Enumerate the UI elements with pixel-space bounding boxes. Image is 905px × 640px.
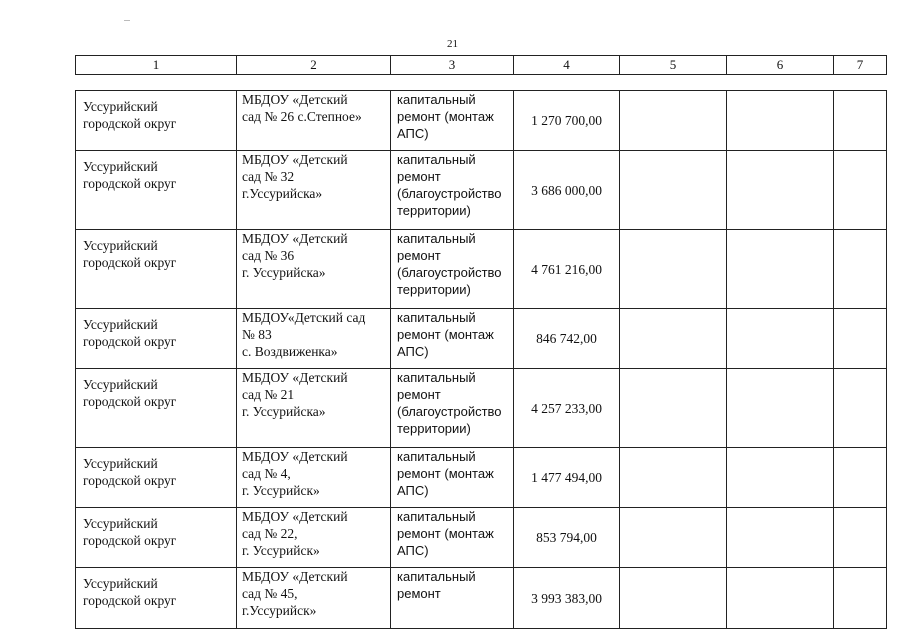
amount-cell: 853 794,00 [514,508,620,568]
work-type-cell-line: капитальный [397,231,476,246]
institution-cell-line: с. Воздвиженка» [242,344,338,359]
empty-cell-6 [727,508,834,568]
district-cell-line: Уссурийский [83,456,158,471]
empty-cell-7 [834,230,887,309]
district-cell [76,230,237,309]
work-type-cell-line: ремонт (монтаж [397,526,494,541]
empty-cell-7 [834,309,887,369]
institution-cell-line: сад № 21 [242,387,295,402]
column-header-1: 1 [76,56,237,75]
amount-cell: 3 993 383,00 [514,568,620,629]
district-cell-line: Уссурийский [83,516,158,531]
empty-cell-6 [727,230,834,309]
work-type-cell [391,309,514,369]
district-cell-line: городской округ [83,116,177,131]
empty-cell-7 [834,568,887,629]
table-row [76,568,887,629]
district-cell-line: городской округ [83,176,177,191]
empty-cell-7 [834,369,887,448]
institution-cell-line: МБДОУ«Детский сад [242,310,366,325]
work-type-cell-line: территории) [397,421,471,436]
column-header-2: 2 [237,56,391,75]
empty-cell-6 [727,369,834,448]
district-cell-line: Уссурийский [83,317,158,332]
work-type-cell [391,508,514,568]
amount-cell: 3 686 000,00 [514,151,620,230]
amount-cell: 4 761 216,00 [514,230,620,309]
institution-cell-line: г. Уссурийск» [242,543,320,558]
work-type-cell [391,230,514,309]
work-type-cell-line: капитальный [397,569,476,584]
column-header-6: 6 [727,56,834,75]
empty-cell-7 [834,508,887,568]
institution-cell [237,448,391,508]
empty-cell-7 [834,151,887,230]
institution-cell-line: МБДОУ «Детский [242,569,348,584]
work-type-cell [391,91,514,151]
institution-cell [237,309,391,369]
work-type-cell-line: ремонт (монтаж [397,109,494,124]
column-header-5: 5 [620,56,727,75]
empty-cell-5 [620,568,727,629]
district-cell-line: Уссурийский [83,377,158,392]
work-type-cell-line: АПС) [397,483,429,498]
data-table [75,90,887,629]
empty-cell-5 [620,369,727,448]
work-type-cell [391,151,514,230]
empty-cell-5 [620,448,727,508]
work-type-cell-line: АПС) [397,344,429,359]
institution-cell [237,568,391,629]
scan-mark [124,20,130,21]
work-type-cell-line: капитальный [397,152,476,167]
table-row [76,91,887,151]
table-row [76,151,887,230]
district-cell [76,508,237,568]
header-row [76,56,887,75]
work-type-cell-line: территории) [397,203,471,218]
institution-cell [237,508,391,568]
empty-cell-5 [620,508,727,568]
table-row [76,309,887,369]
institution-cell-line: сад № 36 [242,248,295,263]
institution-cell-line: г. Уссурийска» [242,265,326,280]
institution-cell-line: № 83 [242,327,272,342]
work-type-cell-line: ремонт [397,586,441,601]
work-type-cell-line: ремонт [397,169,441,184]
column-number-header [75,55,887,75]
district-cell-line: городской округ [83,473,177,488]
institution-cell [237,91,391,151]
table-row [76,508,887,568]
work-type-cell-line: ремонт [397,248,441,263]
district-cell-line: Уссурийский [83,159,158,174]
work-type-cell-line: (благоустройство [397,186,502,201]
district-cell-line: Уссурийский [83,99,158,114]
work-type-cell-line: территории) [397,282,471,297]
table-row [76,448,887,508]
empty-cell-5 [620,91,727,151]
work-type-cell-line: АПС) [397,126,429,141]
empty-cell-5 [620,309,727,369]
empty-cell-5 [620,230,727,309]
institution-cell-line: МБДОУ «Детский [242,509,348,524]
work-type-cell-line: капитальный [397,310,476,325]
district-cell [76,448,237,508]
institution-cell-line: сад № 45, [242,586,298,601]
district-cell [76,91,237,151]
table-row [76,369,887,448]
institution-cell-line: сад № 26 с.Степное» [242,109,362,124]
institution-cell-line: МБДОУ «Детский [242,370,348,385]
column-header-4: 4 [514,56,620,75]
district-cell [76,568,237,629]
institution-cell [237,369,391,448]
empty-cell-5 [620,151,727,230]
district-cell-line: городской округ [83,593,177,608]
column-header-3: 3 [391,56,514,75]
institution-cell-line: г.Уссурийска» [242,186,323,201]
institution-cell [237,151,391,230]
work-type-cell-line: ремонт (монтаж [397,466,494,481]
work-type-cell [391,369,514,448]
amount-cell: 1 477 494,00 [514,448,620,508]
institution-cell-line: сад № 4, [242,466,291,481]
district-cell [76,309,237,369]
work-type-cell-line: ремонт [397,387,441,402]
district-cell-line: городской округ [83,255,177,270]
amount-cell: 4 257 233,00 [514,369,620,448]
institution-cell-line: сад № 32 [242,169,295,184]
institution-cell-line: сад № 22, [242,526,298,541]
institution-cell [237,230,391,309]
institution-cell-line: МБДОУ «Детский [242,152,348,167]
work-type-cell-line: АПС) [397,543,429,558]
empty-cell-6 [727,448,834,508]
work-type-cell-line: ремонт (монтаж [397,327,494,342]
empty-cell-7 [834,91,887,151]
institution-cell-line: МБДОУ «Детский [242,92,348,107]
table-row [76,230,887,309]
work-type-cell-line: капитальный [397,370,476,385]
institution-cell-line: г.Уссурийск» [242,603,317,618]
empty-cell-6 [727,151,834,230]
column-header-7: 7 [834,56,887,75]
institution-cell-line: МБДОУ «Детский [242,449,348,464]
amount-cell: 1 270 700,00 [514,91,620,151]
district-cell [76,369,237,448]
institution-cell-line: г. Уссурийск» [242,483,320,498]
district-cell-line: городской округ [83,394,177,409]
work-type-cell [391,568,514,629]
work-type-cell-line: капитальный [397,449,476,464]
empty-cell-6 [727,309,834,369]
page-number: 21 [447,38,458,50]
institution-cell-line: МБДОУ «Детский [242,231,348,246]
district-cell-line: Уссурийский [83,238,158,253]
work-type-cell-line: (благоустройство [397,265,502,280]
district-cell-line: городской округ [83,334,177,349]
work-type-cell-line: (благоустройство [397,404,502,419]
work-type-cell-line: капитальный [397,92,476,107]
empty-cell-6 [727,91,834,151]
work-type-cell [391,448,514,508]
institution-cell-line: г. Уссурийска» [242,404,326,419]
district-cell [76,151,237,230]
amount-cell: 846 742,00 [514,309,620,369]
empty-cell-6 [727,568,834,629]
district-cell-line: Уссурийский [83,576,158,591]
work-type-cell-line: капитальный [397,509,476,524]
district-cell-line: городской округ [83,533,177,548]
empty-cell-7 [834,448,887,508]
